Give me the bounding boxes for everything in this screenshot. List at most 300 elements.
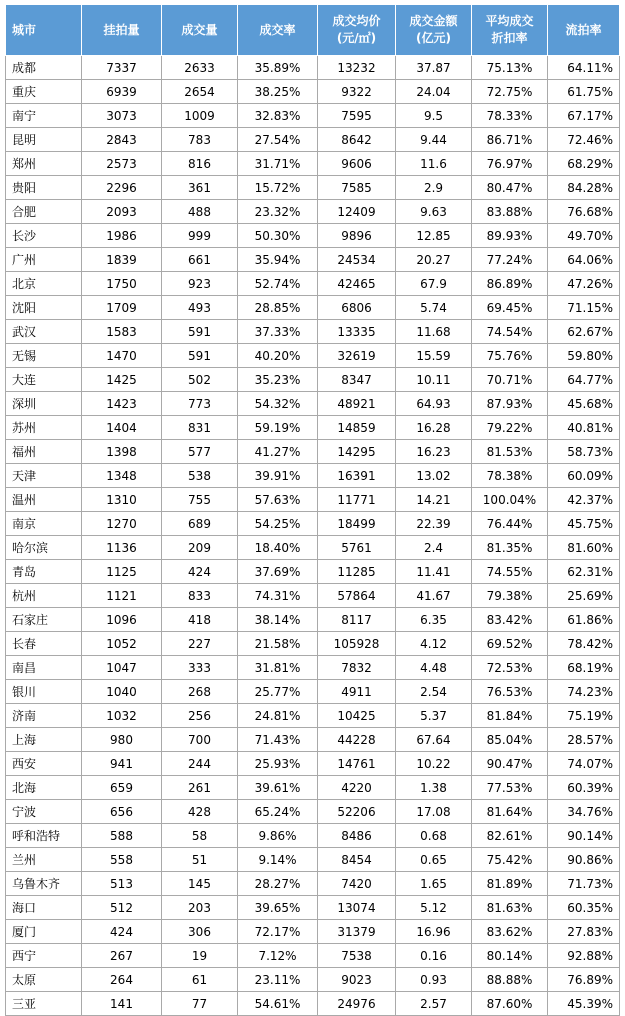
cell-deals: 424 xyxy=(162,560,238,584)
cell-deals: 19 xyxy=(162,944,238,968)
cell-fail-rate: 61.86% xyxy=(548,608,620,632)
cell-listings: 7337 xyxy=(82,56,162,80)
column-header-deal-rate xyxy=(238,5,318,56)
cell-deal-amount: 9.44 xyxy=(396,128,472,152)
cell-city: 厦门 xyxy=(6,920,82,944)
table-row xyxy=(6,728,620,752)
cell-listings: 1750 xyxy=(82,272,162,296)
cell-listings: 588 xyxy=(82,824,162,848)
cell-fail-rate: 76.68% xyxy=(548,200,620,224)
cell-avg-discount: 86.71% xyxy=(472,128,548,152)
cell-avg-discount: 69.52% xyxy=(472,632,548,656)
cell-avg-price: 42465 xyxy=(318,272,396,296)
table-row xyxy=(6,752,620,776)
cell-deal-amount: 0.68 xyxy=(396,824,472,848)
cell-listings: 1096 xyxy=(82,608,162,632)
cell-avg-price: 32619 xyxy=(318,344,396,368)
cell-fail-rate: 84.28% xyxy=(548,176,620,200)
cell-deals: 502 xyxy=(162,368,238,392)
cell-avg-discount: 79.22% xyxy=(472,416,548,440)
cell-listings: 941 xyxy=(82,752,162,776)
table-row xyxy=(6,200,620,224)
cell-deals: 591 xyxy=(162,320,238,344)
cell-deal-amount: 9.63 xyxy=(396,200,472,224)
cell-deal-amount: 37.87 xyxy=(396,56,472,80)
column-header-line: 挂拍量 xyxy=(103,22,140,37)
column-header-line: 流拍率 xyxy=(565,22,602,37)
table-row xyxy=(6,800,620,824)
cell-deal-rate: 31.71% xyxy=(238,152,318,176)
cell-deal-amount: 11.6 xyxy=(396,152,472,176)
cell-avg-discount: 88.88% xyxy=(472,968,548,992)
cell-city: 呼和浩特 xyxy=(6,824,82,848)
cell-deal-amount: 20.27 xyxy=(396,248,472,272)
cell-avg-discount: 74.54% xyxy=(472,320,548,344)
cell-deals: 661 xyxy=(162,248,238,272)
cell-deals: 428 xyxy=(162,800,238,824)
cell-avg-price: 7832 xyxy=(318,656,396,680)
cell-avg-price: 11771 xyxy=(318,488,396,512)
cell-deals: 244 xyxy=(162,752,238,776)
table-row xyxy=(6,368,620,392)
cell-fail-rate: 78.42% xyxy=(548,632,620,656)
cell-avg-discount: 87.93% xyxy=(472,392,548,416)
cell-listings: 6939 xyxy=(82,80,162,104)
column-header-line: 城市 xyxy=(12,22,37,37)
cell-deal-rate: 72.17% xyxy=(238,920,318,944)
cell-listings: 3073 xyxy=(82,104,162,128)
cell-avg-discount: 86.89% xyxy=(472,272,548,296)
cell-avg-discount: 85.04% xyxy=(472,728,548,752)
table-row xyxy=(6,176,620,200)
cell-deal-amount: 64.93 xyxy=(396,392,472,416)
cell-deals: 203 xyxy=(162,896,238,920)
cell-deals: 2654 xyxy=(162,80,238,104)
cell-listings: 1470 xyxy=(82,344,162,368)
cell-city: 乌鲁木齐 xyxy=(6,872,82,896)
cell-deal-amount: 2.4 xyxy=(396,536,472,560)
table-row xyxy=(6,824,620,848)
cell-avg-discount: 75.76% xyxy=(472,344,548,368)
cell-fail-rate: 92.88% xyxy=(548,944,620,968)
cell-avg-discount: 89.93% xyxy=(472,224,548,248)
column-header-line: 成交率 xyxy=(259,22,296,37)
cell-deal-amount: 10.22 xyxy=(396,752,472,776)
cell-deal-rate: 37.33% xyxy=(238,320,318,344)
header-row xyxy=(6,5,620,56)
cell-deal-amount: 67.9 xyxy=(396,272,472,296)
cell-deal-amount: 0.93 xyxy=(396,968,472,992)
cell-listings: 558 xyxy=(82,848,162,872)
table-row xyxy=(6,584,620,608)
cell-avg-discount: 81.63% xyxy=(472,896,548,920)
cell-deal-rate: 71.43% xyxy=(238,728,318,752)
cell-city: 重庆 xyxy=(6,80,82,104)
cell-listings: 264 xyxy=(82,968,162,992)
cell-fail-rate: 68.19% xyxy=(548,656,620,680)
cell-deals: 783 xyxy=(162,128,238,152)
cell-fail-rate: 27.83% xyxy=(548,920,620,944)
cell-city: 海口 xyxy=(6,896,82,920)
cell-avg-price: 7420 xyxy=(318,872,396,896)
cell-listings: 1270 xyxy=(82,512,162,536)
table-row xyxy=(6,968,620,992)
cell-deal-amount: 1.65 xyxy=(396,872,472,896)
cell-deal-rate: 25.77% xyxy=(238,680,318,704)
cell-avg-discount: 90.47% xyxy=(472,752,548,776)
cell-deals: 591 xyxy=(162,344,238,368)
cell-fail-rate: 34.76% xyxy=(548,800,620,824)
cell-fail-rate: 28.57% xyxy=(548,728,620,752)
cell-city: 上海 xyxy=(6,728,82,752)
cell-deal-amount: 24.04 xyxy=(396,80,472,104)
cell-avg-price: 6806 xyxy=(318,296,396,320)
cell-avg-price: 13335 xyxy=(318,320,396,344)
cell-city: 南京 xyxy=(6,512,82,536)
cell-fail-rate: 49.70% xyxy=(548,224,620,248)
cell-avg-price: 9896 xyxy=(318,224,396,248)
cell-deal-rate: 59.19% xyxy=(238,416,318,440)
cell-city: 大连 xyxy=(6,368,82,392)
cell-deal-rate: 18.40% xyxy=(238,536,318,560)
table-row xyxy=(6,320,620,344)
cell-fail-rate: 59.80% xyxy=(548,344,620,368)
cell-avg-price: 18499 xyxy=(318,512,396,536)
cell-deal-amount: 12.85 xyxy=(396,224,472,248)
column-header-avg-price xyxy=(318,5,396,56)
table-row xyxy=(6,872,620,896)
cell-deal-amount: 16.96 xyxy=(396,920,472,944)
cell-deal-amount: 9.5 xyxy=(396,104,472,128)
table-row xyxy=(6,704,620,728)
column-header-line: 成交量 xyxy=(181,22,218,37)
cell-avg-price: 10425 xyxy=(318,704,396,728)
cell-avg-price: 4911 xyxy=(318,680,396,704)
cell-deal-amount: 11.41 xyxy=(396,560,472,584)
cell-city: 南昌 xyxy=(6,656,82,680)
cell-fail-rate: 25.69% xyxy=(548,584,620,608)
cell-listings: 1425 xyxy=(82,368,162,392)
cell-fail-rate: 42.37% xyxy=(548,488,620,512)
cell-listings: 1583 xyxy=(82,320,162,344)
cell-avg-price: 8117 xyxy=(318,608,396,632)
cell-deals: 2633 xyxy=(162,56,238,80)
cell-avg-discount: 70.71% xyxy=(472,368,548,392)
cell-listings: 656 xyxy=(82,800,162,824)
cell-deals: 333 xyxy=(162,656,238,680)
cell-deals: 361 xyxy=(162,176,238,200)
table-row xyxy=(6,560,620,584)
table-row xyxy=(6,656,620,680)
cell-city: 北海 xyxy=(6,776,82,800)
cell-city: 济南 xyxy=(6,704,82,728)
cell-deal-amount: 5.12 xyxy=(396,896,472,920)
cell-listings: 2573 xyxy=(82,152,162,176)
cell-deal-rate: 38.25% xyxy=(238,80,318,104)
cell-avg-price: 44228 xyxy=(318,728,396,752)
cell-city: 西宁 xyxy=(6,944,82,968)
cell-fail-rate: 81.60% xyxy=(548,536,620,560)
cell-deals: 58 xyxy=(162,824,238,848)
cell-fail-rate: 60.09% xyxy=(548,464,620,488)
cell-deal-rate: 31.81% xyxy=(238,656,318,680)
cell-city: 武汉 xyxy=(6,320,82,344)
table-row xyxy=(6,776,620,800)
cell-deal-rate: 35.94% xyxy=(238,248,318,272)
cell-avg-price: 8454 xyxy=(318,848,396,872)
cell-deal-rate: 41.27% xyxy=(238,440,318,464)
cell-deals: 493 xyxy=(162,296,238,320)
cell-listings: 2296 xyxy=(82,176,162,200)
cell-deal-amount: 22.39 xyxy=(396,512,472,536)
cell-fail-rate: 45.68% xyxy=(548,392,620,416)
cell-avg-price: 105928 xyxy=(318,632,396,656)
cell-deal-amount: 0.16 xyxy=(396,944,472,968)
cell-avg-discount: 81.84% xyxy=(472,704,548,728)
table-row xyxy=(6,224,620,248)
cell-city: 南宁 xyxy=(6,104,82,128)
cell-avg-discount: 81.64% xyxy=(472,800,548,824)
cell-fail-rate: 76.89% xyxy=(548,968,620,992)
cell-listings: 267 xyxy=(82,944,162,968)
cell-deal-rate: 15.72% xyxy=(238,176,318,200)
cell-listings: 141 xyxy=(82,992,162,1016)
cell-deal-rate: 35.89% xyxy=(238,56,318,80)
cell-avg-discount: 72.53% xyxy=(472,656,548,680)
cell-deal-amount: 1.38 xyxy=(396,776,472,800)
cell-avg-discount: 69.45% xyxy=(472,296,548,320)
cell-city: 郑州 xyxy=(6,152,82,176)
cell-avg-price: 24534 xyxy=(318,248,396,272)
cell-deal-amount: 13.02 xyxy=(396,464,472,488)
cell-fail-rate: 45.75% xyxy=(548,512,620,536)
cell-city: 昆明 xyxy=(6,128,82,152)
cell-deal-rate: 54.61% xyxy=(238,992,318,1016)
cell-city: 福州 xyxy=(6,440,82,464)
cell-deal-amount: 14.21 xyxy=(396,488,472,512)
cell-avg-discount: 75.42% xyxy=(472,848,548,872)
cell-deal-rate: 38.14% xyxy=(238,608,318,632)
table-row xyxy=(6,152,620,176)
cell-deals: 261 xyxy=(162,776,238,800)
cell-deals: 700 xyxy=(162,728,238,752)
table-row xyxy=(6,272,620,296)
cell-avg-discount: 87.60% xyxy=(472,992,548,1016)
cell-avg-discount: 83.88% xyxy=(472,200,548,224)
cell-avg-discount: 81.89% xyxy=(472,872,548,896)
cell-deals: 1009 xyxy=(162,104,238,128)
cell-listings: 1404 xyxy=(82,416,162,440)
cell-deal-rate: 39.91% xyxy=(238,464,318,488)
cell-city: 青岛 xyxy=(6,560,82,584)
cell-deal-amount: 2.54 xyxy=(396,680,472,704)
cell-listings: 1310 xyxy=(82,488,162,512)
table-row xyxy=(6,80,620,104)
cell-deal-rate: 9.14% xyxy=(238,848,318,872)
cell-avg-discount: 76.44% xyxy=(472,512,548,536)
cell-deal-amount: 16.28 xyxy=(396,416,472,440)
cell-fail-rate: 74.07% xyxy=(548,752,620,776)
cell-deal-rate: 39.61% xyxy=(238,776,318,800)
table-row xyxy=(6,416,620,440)
cell-avg-price: 11285 xyxy=(318,560,396,584)
table-row xyxy=(6,632,620,656)
cell-city: 西安 xyxy=(6,752,82,776)
cell-avg-price: 14859 xyxy=(318,416,396,440)
cell-city: 长沙 xyxy=(6,224,82,248)
cell-city: 石家庄 xyxy=(6,608,82,632)
column-header-line: 平均成交 xyxy=(485,14,534,28)
table-row xyxy=(6,56,620,80)
cell-deals: 61 xyxy=(162,968,238,992)
cell-avg-price: 57864 xyxy=(318,584,396,608)
table-row xyxy=(6,488,620,512)
cell-deal-rate: 65.24% xyxy=(238,800,318,824)
cell-deals: 577 xyxy=(162,440,238,464)
cell-deal-rate: 57.63% xyxy=(238,488,318,512)
cell-avg-price: 7585 xyxy=(318,176,396,200)
cell-avg-discount: 82.61% xyxy=(472,824,548,848)
cell-avg-discount: 81.53% xyxy=(472,440,548,464)
cell-avg-discount: 75.13% xyxy=(472,56,548,80)
table-row xyxy=(6,128,620,152)
cell-listings: 1423 xyxy=(82,392,162,416)
cell-avg-discount: 78.33% xyxy=(472,104,548,128)
table-row xyxy=(6,296,620,320)
cell-deal-rate: 23.11% xyxy=(238,968,318,992)
cell-city: 长春 xyxy=(6,632,82,656)
cell-avg-discount: 80.47% xyxy=(472,176,548,200)
cell-fail-rate: 64.77% xyxy=(548,368,620,392)
cell-city: 无锡 xyxy=(6,344,82,368)
cell-listings: 1121 xyxy=(82,584,162,608)
column-header-deal-amount xyxy=(396,5,472,56)
table-row xyxy=(6,536,620,560)
cell-deal-amount: 17.08 xyxy=(396,800,472,824)
cell-listings: 1136 xyxy=(82,536,162,560)
cell-fail-rate: 40.81% xyxy=(548,416,620,440)
table-row xyxy=(6,848,620,872)
cell-deal-rate: 50.30% xyxy=(238,224,318,248)
cell-listings: 1125 xyxy=(82,560,162,584)
cell-listings: 1052 xyxy=(82,632,162,656)
cell-fail-rate: 62.31% xyxy=(548,560,620,584)
table-row xyxy=(6,248,620,272)
cell-fail-rate: 74.23% xyxy=(548,680,620,704)
column-header-listings xyxy=(82,5,162,56)
cell-city: 成都 xyxy=(6,56,82,80)
cell-avg-price: 48921 xyxy=(318,392,396,416)
cell-deals: 145 xyxy=(162,872,238,896)
cell-fail-rate: 71.15% xyxy=(548,296,620,320)
cell-fail-rate: 72.46% xyxy=(548,128,620,152)
cell-fail-rate: 64.11% xyxy=(548,56,620,80)
cell-deals: 418 xyxy=(162,608,238,632)
column-header-deals xyxy=(162,5,238,56)
cell-deals: 773 xyxy=(162,392,238,416)
cell-avg-price: 24976 xyxy=(318,992,396,1016)
cell-city: 银川 xyxy=(6,680,82,704)
city-auction-table xyxy=(5,4,620,1016)
cell-city: 温州 xyxy=(6,488,82,512)
cell-deal-rate: 74.31% xyxy=(238,584,318,608)
cell-listings: 980 xyxy=(82,728,162,752)
table-body xyxy=(6,56,620,1016)
cell-deal-rate: 24.81% xyxy=(238,704,318,728)
cell-avg-discount: 77.24% xyxy=(472,248,548,272)
cell-deal-rate: 7.12% xyxy=(238,944,318,968)
cell-avg-price: 9606 xyxy=(318,152,396,176)
cell-avg-discount: 83.62% xyxy=(472,920,548,944)
cell-avg-discount: 80.14% xyxy=(472,944,548,968)
cell-fail-rate: 60.39% xyxy=(548,776,620,800)
cell-deal-amount: 11.68 xyxy=(396,320,472,344)
cell-deals: 209 xyxy=(162,536,238,560)
cell-city: 合肥 xyxy=(6,200,82,224)
cell-deals: 999 xyxy=(162,224,238,248)
cell-avg-price: 5761 xyxy=(318,536,396,560)
column-header-line: 成交均价 xyxy=(332,14,381,28)
cell-deal-rate: 25.93% xyxy=(238,752,318,776)
cell-avg-price: 7595 xyxy=(318,104,396,128)
cell-fail-rate: 60.35% xyxy=(548,896,620,920)
cell-deal-rate: 27.54% xyxy=(238,128,318,152)
column-header-city xyxy=(6,5,82,56)
cell-city: 广州 xyxy=(6,248,82,272)
cell-avg-price: 14295 xyxy=(318,440,396,464)
cell-city: 兰州 xyxy=(6,848,82,872)
cell-deal-rate: 35.23% xyxy=(238,368,318,392)
table-row xyxy=(6,464,620,488)
cell-deals: 77 xyxy=(162,992,238,1016)
cell-deals: 306 xyxy=(162,920,238,944)
cell-fail-rate: 68.29% xyxy=(548,152,620,176)
column-header-line: (元/㎡) xyxy=(336,31,377,45)
cell-deals: 831 xyxy=(162,416,238,440)
cell-avg-price: 9023 xyxy=(318,968,396,992)
cell-avg-discount: 78.38% xyxy=(472,464,548,488)
cell-listings: 1040 xyxy=(82,680,162,704)
cell-deals: 538 xyxy=(162,464,238,488)
cell-deal-amount: 2.57 xyxy=(396,992,472,1016)
cell-deal-rate: 32.83% xyxy=(238,104,318,128)
column-header-line: 折扣率 xyxy=(491,31,528,45)
cell-deal-rate: 54.32% xyxy=(238,392,318,416)
cell-deal-rate: 37.69% xyxy=(238,560,318,584)
table-row xyxy=(6,344,620,368)
column-header-avg-discount xyxy=(472,5,548,56)
cell-avg-discount: 76.97% xyxy=(472,152,548,176)
cell-fail-rate: 47.26% xyxy=(548,272,620,296)
cell-avg-price: 8642 xyxy=(318,128,396,152)
cell-deal-amount: 41.67 xyxy=(396,584,472,608)
cell-avg-discount: 83.42% xyxy=(472,608,548,632)
cell-listings: 1032 xyxy=(82,704,162,728)
cell-city: 杭州 xyxy=(6,584,82,608)
cell-city: 宁波 xyxy=(6,800,82,824)
cell-deal-rate: 28.85% xyxy=(238,296,318,320)
cell-deals: 256 xyxy=(162,704,238,728)
cell-fail-rate: 45.39% xyxy=(548,992,620,1016)
cell-fail-rate: 90.86% xyxy=(548,848,620,872)
cell-deal-amount: 6.35 xyxy=(396,608,472,632)
cell-avg-discount: 74.55% xyxy=(472,560,548,584)
cell-deal-amount: 67.64 xyxy=(396,728,472,752)
cell-deals: 755 xyxy=(162,488,238,512)
table-row xyxy=(6,104,620,128)
cell-avg-price: 4220 xyxy=(318,776,396,800)
cell-deals: 488 xyxy=(162,200,238,224)
